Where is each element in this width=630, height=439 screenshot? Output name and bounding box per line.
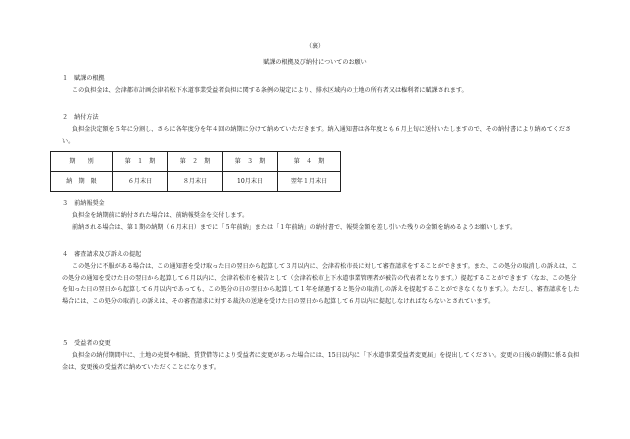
section-5-body: 負担金の納付期間中に、土地の売買や相続、賃貸借等により受益者に変更があった場合には、15日以内に「下水道事業受益者変更届」を提出してください。変更の日後の納期に係る負担金は、変更後の受益者に納めていただくことになります。	[62, 352, 580, 371]
table-row	[51, 152, 341, 172]
section-1-body: この負担金は、会津都市計画会津若松下水道事業受益者負担に関する条例の規定により、排水区域内の土地の所有者又は権利者に賦課されます。	[72, 87, 468, 94]
page-title: 賦課の根拠及び納付についてのお願い	[263, 59, 367, 66]
section-3-body-2: 前納される場合は、第１期の納期（６月末日）までに「５年前納」または「１年前納」の納付書で、報奨金額を差し引いた残りの金額を納めるようお願いします。	[72, 224, 517, 231]
section-2-body: 負担金決定額を５年に分割し、さらに各年度分を年４回の納期に分けて納めていただきます。納入通知書は各年度とも６月上旬に送付いたしますので、その納付書により納めてください。	[62, 126, 572, 145]
section-5-heading: ５ 受益者の変更	[62, 340, 111, 347]
section-3-body-1: 負担金を納期前に納付された場合は、前納報奨金を交付します。	[72, 212, 249, 219]
period-cell: 第 ３ 期	[223, 152, 278, 172]
table-row	[51, 172, 341, 192]
deadline-cell: ６月末日	[113, 172, 168, 192]
deadline-cell: ８月末日	[168, 172, 223, 192]
period-header-cell: 期 別	[51, 152, 113, 172]
deadline-cell: 10月末日	[223, 172, 278, 192]
payment-schedule-table	[50, 151, 341, 192]
deadline-header-cell: 納 期 限	[51, 172, 113, 192]
period-cell: 第 ２ 期	[168, 152, 223, 172]
period-cell: 第 １ 期	[113, 152, 168, 172]
section-2-heading: ２ 納付方法	[62, 114, 99, 121]
side-label: （裏）	[305, 43, 325, 50]
deadline-cell: 翌年１月末日	[278, 172, 341, 192]
section-1-heading: １ 賦課の根拠	[62, 75, 105, 82]
period-cell: 第 ４ 期	[278, 152, 341, 172]
section-3-heading: ３ 前納報奨金	[62, 200, 105, 207]
section-4-heading: ４ 審査請求及び訴えの提起	[62, 251, 142, 258]
section-4-body: この処分に不服がある場合は、この通知書を受け取った日の翌日から起算して３月以内に、会津若松市長に対して審査請求をすることができます。また、この処分の取消しの訴えは、この処分の通知を受けた日の翌日から起算して６月以内に、会津若松市を被告として（会津若松市上下水道事業管理者が被告の代表者となります。）提起することができます（なお、この処分を知った日の翌日から起算して６月以内であっても、この処分の日の翌日から起算して１年を経過すると処分の取消しの訴えを提起することができなくなります。）。ただし、審査請求をした場合には、この処分の取消しの訴えは、その審査請求に対する裁決の送達を受けた日の翌日から起算して６月以内に提起しなければならないとされています。	[62, 263, 580, 305]
